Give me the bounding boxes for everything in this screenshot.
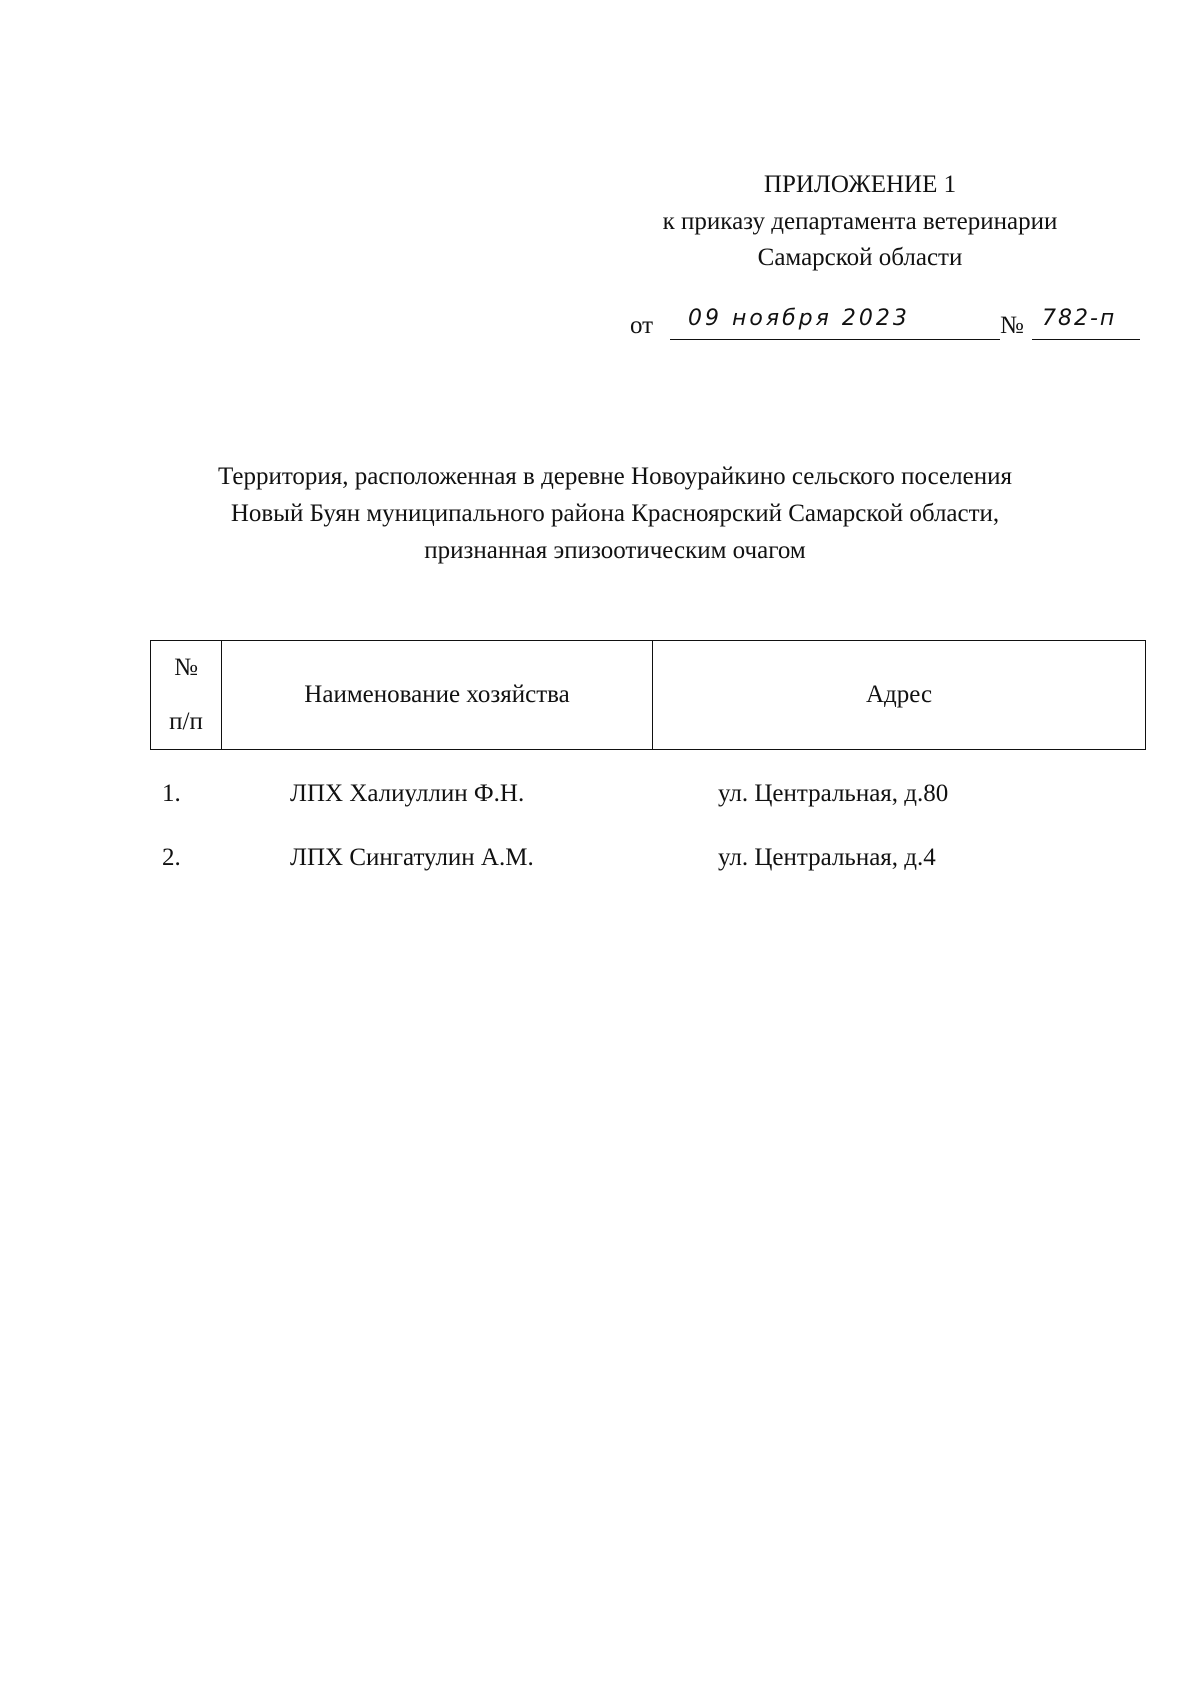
row-farm-name: ЛПХ Сингатулин А.М. xyxy=(290,844,534,871)
row-address: ул. Центральная, д.80 xyxy=(718,780,949,807)
heading-line-3: признанная эпизоотическим очагом xyxy=(424,537,806,564)
header-cell-address: Адрес xyxy=(653,641,1146,750)
farms-table-header xyxy=(150,640,1146,750)
order-number-label: № xyxy=(1000,312,1024,339)
appendix-title: ПРИЛОЖЕНИЕ 1 xyxy=(763,171,957,198)
order-date-handwritten: 09 ноября 2023 xyxy=(670,306,1000,340)
heading-line-2: Новый Буян муниципального района Красноярский Самарской области, xyxy=(230,500,1000,527)
header-number-symbol: № xyxy=(174,654,198,681)
document-heading xyxy=(150,458,1080,569)
appendix-region: Самарской области xyxy=(757,244,963,271)
heading-line-1: Территория, расположенная в деревне Новоурайкино сельского поселения xyxy=(218,463,1012,490)
appendix-order-reference: к приказу департамента ветеринарии xyxy=(662,208,1058,235)
row-farm-name: ЛПХ Халиуллин Ф.Н. xyxy=(290,780,525,807)
order-number-handwritten: 782-п xyxy=(1032,306,1140,340)
row-number: 1. xyxy=(162,780,181,807)
order-from-label: от xyxy=(630,312,654,339)
row-number: 2. xyxy=(162,844,181,871)
row-address: ул. Центральная, д.4 xyxy=(718,844,936,871)
header-cell-farm-name: Наименование хозяйства xyxy=(222,641,653,750)
header-number-abbrev: п/п xyxy=(169,708,203,735)
table-row xyxy=(150,780,1146,816)
table-row xyxy=(150,844,1146,880)
table-header-row xyxy=(151,641,1146,750)
header-cell-number xyxy=(151,641,222,750)
